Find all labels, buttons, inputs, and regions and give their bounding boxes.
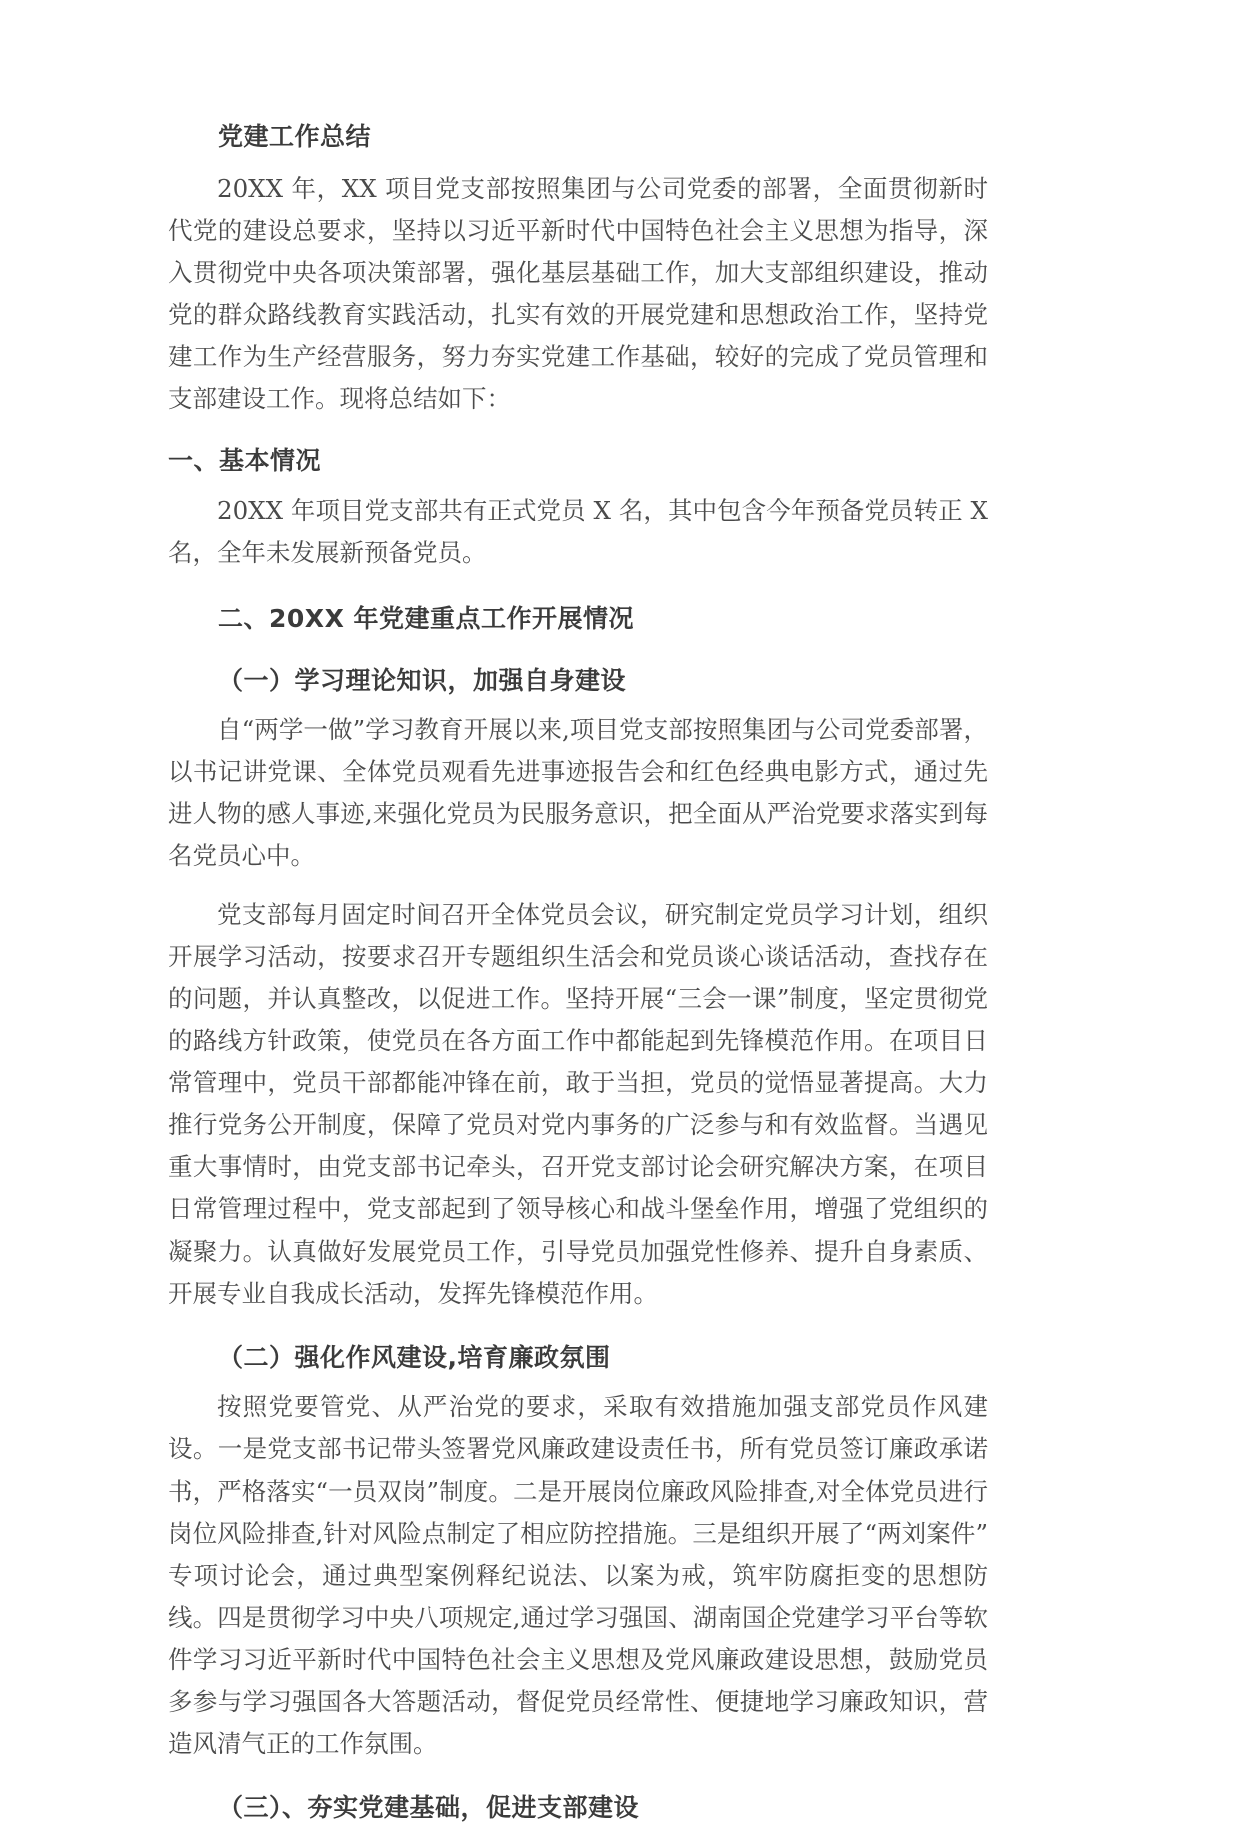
heading-subsection-two: （二）强化作风建设,培育廉政氛围 [218,1342,611,1372]
paragraph-monthly-meetings: 党支部每月固定时间召开全体党员会议，研究制定党员学习计划，组织开展学习活动，按要求召开专题组织生活会和党员谈心谈话活动，查找存在的问题，并认真整改，以促进工作。坚持开展“三会一课”制度，坚定贯彻党的路线方针政策，使党员在各方面工作中都能起到先锋模范作用。在项目日常管理中，党员干部都能冲锋在前，敢于当担，党员的觉悟显著提高。大力推行党务公开制度，保障了党员对党内事务的广泛参与和有效监督。当遇见重大事情时，由党支部书记牵头，召开党支部讨论会研究解决方案，在项目日常管理过程中，党支部起到了领导核心和战斗堡垒作用，增强了党组织的凝聚力。认真做好发展党员工作，引导党员加强党性修养、提升自身素质、开展专业自我成长活动，发挥先锋模范作用。 [168,899,988,1308]
document-body [168,118,988,1837]
paragraph-work-style-construction: 按照党要管党、从严治党的要求，采取有效措施加强支部党员作风建设。一是党支部书记带头签署党风廉政建设责任书，所有党员签订廉政承诺书，严格落实“一员双岗”制度。二是开展岗位廉政风险排查,对全体党员进行岗位风险排查,针对风险点制定了相应防控措施。三是组织开展了“两刘案件”专项讨论会，通过典型案例释纪说法、以案为戒，筑牢防腐拒变的思想防线。四是贯彻学习中央八项规定,通过学习强国、湖南国企党建学习平台等软件学习习近平新时代中国特色社会主义思想及党风廉政建设思想，鼓励党员多参与学习强国各大答题活动，督促党员经常性、便捷地学习廉政知识，营造风清气正的工作氛围。 [168,1392,988,1759]
paragraph-two-studies-one-action: 自“两学一做”学习教育开展以来,项目党支部按照集团与公司党委部署，以书记讲党课、全体党员观看先进事迹报告会和红色经典电影方式，通过先进人物的感人事迹,来强化党员为民服务意识，把全面从严治党要求落实到每名党员心中。 [168,715,988,871]
paragraph-basic-situation: 20XX 年项目党支部共有正式党员 X 名，其中包含今年预备党员转正 X 名，全年未发展新预备党员。 [168,495,988,567]
heading-section-one: 一、基本情况 [168,446,322,476]
page-title: 党建工作总结 [218,122,372,151]
heading-section-two: 二、20XX 年党建重点工作开展情况 [218,604,635,633]
heading-subsection-one: （一）学习理论知识，加强自身建设 [218,665,627,695]
paragraph-intro: 20XX 年，XX 项目党支部按照集团与公司党委的部署，全面贯彻新时代党的建设总要求，坚持以习近平新时代中国特色社会主义思想为指导，深入贯彻党中央各项决策部署，强化基层基础工作，加大支部组织建设，推动党的群众路线教育实践活动，扎实有效的开展党建和思想政治工作，坚持党建工作为生产经营服务，努力夯实党建工作基础，较好的完成了党员管理和支部建设工作。现将总结如下： [168,173,988,414]
heading-subsection-three: （三）、夯实党建基础，促进支部建设 [218,1793,640,1823]
